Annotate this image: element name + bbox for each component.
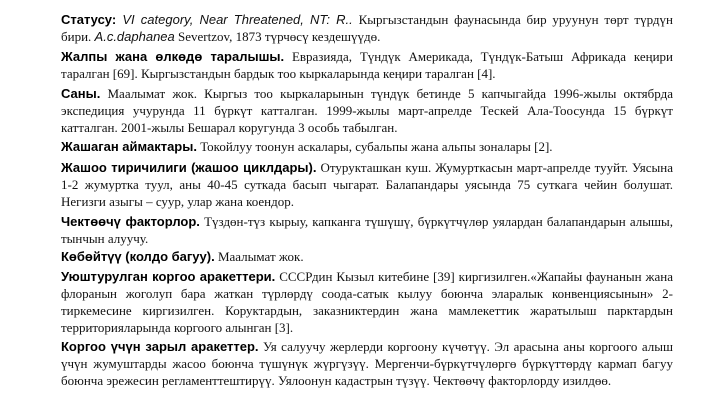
protection-measures-heading: Уюштурулган коргоо аракеттери.	[61, 269, 276, 284]
habitat-text: Токойлуу тоонун аскалары, субальпы жана альпы зоналары [2].	[196, 139, 553, 154]
life-cycle-heading: Жашоо тиричилиги (жашоо циклдары).	[61, 160, 317, 175]
life-cycle-paragraph	[61, 159, 673, 210]
life-cycle-text: Отурукташкан куш. Жумурткасын март-апрелде тууйт. Уясына 1-2 жумуртка туул, аны 40-45 суткада басып чыгарат. Балапандары уясында 75 суткага чейин болушат. Негизги азыгы – суур, улар жана коендор.	[61, 160, 673, 209]
status-category: VI category, Near Threatened, NT: R..	[116, 12, 353, 27]
protection-measures-text: СССРдин Кызыл китебине [39] киргизилген.«Жапайы фаунанын жана флоранын жоголуп бара жаткан түрлөрдү соода-сатык кылуу боюнча эларалык конвенциясынын» 2-тиркемесине киргизилген. Коруктардын, заказниктердин жана мамлекеттик жаратылыш парктардын территорияларында коргоого алынган [3].	[61, 269, 673, 335]
distribution-heading: Жалпы жана өлкөдө таралышы.	[61, 49, 285, 64]
population-paragraph	[61, 85, 673, 136]
habitat-heading: Жашаган аймактары.	[61, 139, 197, 154]
limiting-factors-text: Түздөн-түз кырыу, капканга түшүшү, бүркүтчүлөр уялардан балапандарын алышы, тынчын алуучу.	[61, 214, 673, 246]
limiting-factors-heading: Чектөөчү факторлор.	[61, 214, 200, 229]
required-actions-heading: Коргоо үчүн зарыл аракеттер.	[61, 339, 259, 354]
distribution-paragraph	[61, 48, 673, 82]
distribution-text: Евразияда, Түндүк Америкада, Түндүк-Батыш Африкада кеңири таралган [69]. Кыргызстандын бардык тоо кыркаларында кеңири таралган [4].	[61, 49, 673, 81]
status-heading: Статусу:	[61, 12, 117, 27]
population-heading: Саны.	[61, 86, 101, 101]
breeding-heading: Көбөйтүү (колдо багуу).	[61, 249, 215, 264]
protection-measures-paragraph	[61, 268, 673, 336]
breeding-paragraph	[61, 248, 673, 265]
status-text-end: Severtzov, 1873 түрчөсү кездешүүдө.	[174, 29, 381, 44]
status-paragraph	[61, 11, 673, 45]
breeding-text: Маалымат жок.	[214, 249, 304, 264]
habitat-paragraph	[61, 138, 673, 155]
limiting-factors-paragraph	[61, 213, 673, 247]
status-text: Кыргызстандын фаунасында бир уруунун төрт түрдүн бири.	[61, 12, 673, 44]
population-text: Маалымат жок. Кыргыз тоо кыркаларынын түндүк бетинде 5 капчыгайда 1996-жылы октябрда экспедиция учурунда 11 бүркүт катталган. 1999-жылы март-апрелде Тескей Ала-Тоосунда 15 бүркүт катталган. 2001-жылы Бешарал коругунда 3 особь табылган.	[61, 86, 673, 135]
required-actions-text: Уя салуучу жерлерди коргоону күчөтүү. Эл арасына аны коргоого алыш үчүн жумуштарды жасоо боюнча түшүнүк жүргүзүү. Мергенчи-бүркүтчүлөргө бүркүттөрдү кармап багуу боюнча эрежесин регламенттештирүү. Уялоонун кадастрын түзүү. Чектөөчү факторлорду изилдөө.	[61, 339, 673, 388]
required-actions-paragraph	[61, 338, 673, 389]
subspecies-name: A.c.daphanea	[94, 29, 175, 44]
